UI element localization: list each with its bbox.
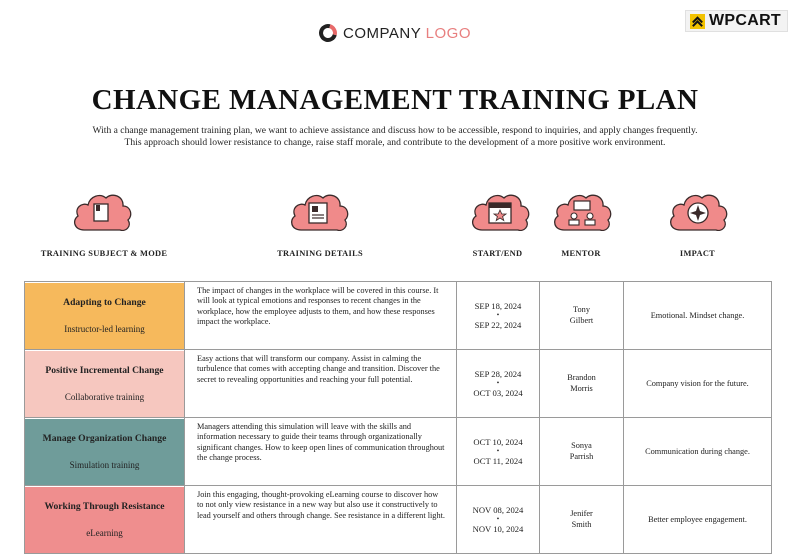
subject-name: Working Through Resistance: [44, 500, 165, 512]
dates-cell: [457, 350, 540, 418]
mentor-cell: [540, 282, 624, 350]
subject-cell-fill: [25, 419, 184, 485]
impact-cell: Emotional. Mindset change.: [624, 282, 772, 350]
mentor-last-name: Smith: [571, 519, 592, 529]
impact-cell: Company vision for the future.: [624, 350, 772, 418]
subject-cell: [25, 282, 185, 350]
start-date: SEP 28, 2024: [474, 369, 522, 379]
impact-cell: Communication during change.: [624, 418, 772, 486]
mentor-cell: [540, 418, 624, 486]
subject-name: Manage Organization Change: [42, 432, 167, 444]
end-date: SEP 22, 2024: [474, 320, 522, 330]
wpcart-chevron-icon: [690, 14, 705, 29]
logo-ring-icon: [316, 21, 341, 46]
details-cell: Join this engaging, thought-provoking eLearning course to discover how to not only view resistance in a new way but also use it constructively to lead yourself and others through change. See resistance in a different light.: [185, 486, 457, 554]
intro-line-1: With a change management training plan, we want to achieve assistance and discuss how to be accessible, respond to inquiries, and apply changes frequently.: [92, 125, 698, 136]
mentor-first-name: Sonya: [571, 441, 592, 450]
date-separator: •: [496, 379, 500, 387]
wpcart-badge-text: WPCART: [708, 12, 781, 29]
logo-text-accent: LOGO: [425, 24, 471, 42]
mentor-last-name: Gilbert: [569, 315, 594, 325]
subject-mode: Collaborative training: [64, 392, 145, 403]
date-separator: •: [496, 447, 500, 455]
end-date: NOV 10, 2024: [472, 524, 524, 534]
subject-cloud-icon: [70, 186, 134, 238]
logo-text-main: COMPANY: [343, 24, 421, 42]
subject-name: Adapting to Change: [63, 296, 146, 308]
table-row: [25, 418, 772, 486]
calendar-cloud-icon: [468, 186, 532, 238]
subject-mode: eLearning: [86, 528, 123, 539]
intro-text: [40, 125, 750, 149]
mentor-cell: [540, 486, 624, 554]
subject-cell-fill: [25, 487, 184, 553]
subject-cell: [25, 486, 185, 554]
dates-cell: [457, 486, 540, 554]
details-cell: Managers attending this simulation will leave with the skills and information necessary to guide their teams through organizationally significant changes. How to keep open lines of communication throughout the change process.: [185, 418, 457, 486]
column-head-dates: START/END: [472, 249, 523, 258]
mentor-cloud-icon: [550, 186, 614, 238]
subject-cell-fill: [25, 351, 184, 417]
start-date: OCT 10, 2024: [473, 437, 523, 447]
column-head-impact: IMPACT: [679, 249, 716, 258]
details-cell: Easy actions that will transform our company. Assist in calming the turbulence that comes with accepting change and transition. Discover the secret to revealing opportunities and reaching your full potential.: [185, 350, 457, 418]
dates-cell: [457, 282, 540, 350]
mentor-cell: [540, 350, 624, 418]
mentor-first-name: Tony: [573, 305, 590, 314]
subject-cell: [25, 350, 185, 418]
end-date: OCT 03, 2024: [473, 388, 523, 398]
table-row: [25, 350, 772, 418]
column-head-details: TRAINING DETAILS: [277, 249, 363, 258]
subject-cell-fill: [25, 283, 184, 349]
mentor-first-name: Jenifer: [570, 509, 593, 518]
logo-text: [343, 25, 471, 42]
details-cell: The impact of changes in the workplace will be covered in this course. It will look at typical emotions and responses to recent changes in the workplace, how the employee adjusts to them, and how these responses impact the workplace.: [185, 282, 457, 350]
subject-cell: [25, 418, 185, 486]
start-date: NOV 08, 2024: [472, 505, 524, 515]
company-logo: [0, 24, 790, 42]
table-row: [25, 282, 772, 350]
table-row: [25, 486, 772, 554]
end-date: OCT 11, 2024: [473, 456, 523, 466]
details-cloud-icon: [287, 186, 351, 238]
column-head-subject: TRAINING SUBJECT & MODE: [40, 249, 168, 258]
wpcart-badge[interactable]: [685, 10, 788, 32]
intro-line-2: This approach should lower resistance to change, raise staff morale, and contribute to the development of a more positive work environment.: [124, 137, 666, 148]
start-date: SEP 18, 2024: [474, 301, 522, 311]
column-head-mentor: MENTOR: [561, 249, 601, 258]
page-title: CHANGE MANAGEMENT TRAINING PLAN: [91, 84, 699, 116]
mentor-first-name: Brandon: [567, 373, 596, 382]
date-separator: •: [496, 515, 500, 523]
date-separator: •: [496, 311, 500, 319]
impact-cloud-icon: [666, 186, 730, 238]
subject-name: Positive Incremental Change: [45, 364, 164, 376]
subject-mode: Instructor-led learning: [64, 324, 145, 335]
mentor-last-name: Morris: [570, 383, 593, 393]
impact-cell: Better employee engagement.: [624, 486, 772, 554]
training-plan-table: [24, 281, 772, 554]
dates-cell: [457, 418, 540, 486]
mentor-last-name: Parrish: [569, 451, 594, 461]
subject-mode: Simulation training: [69, 460, 140, 471]
